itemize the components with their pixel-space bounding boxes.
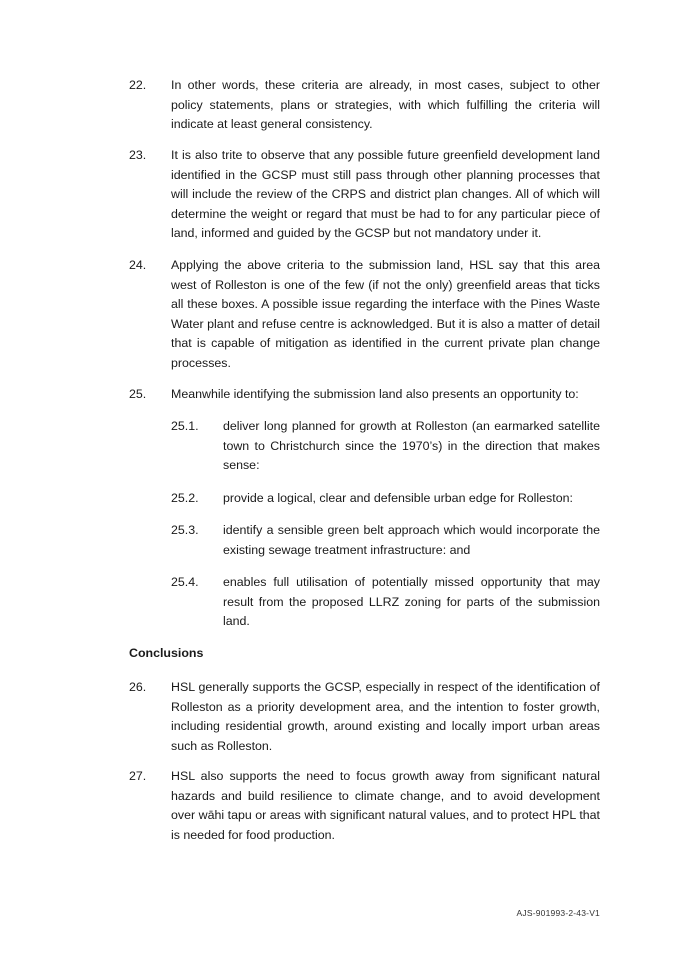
paragraph-24 — [129, 256, 600, 374]
paragraph-25 — [129, 385, 600, 405]
paragraph-number: 24. — [129, 258, 147, 272]
subparagraph-25-2 — [171, 489, 600, 509]
subparagraph-text: deliver long planned for growth at Rolleston (an earmarked satellite town to Christchurch since the 1970’s) in the direction that makes sense: — [223, 419, 600, 473]
paragraph-23 — [129, 146, 600, 244]
document-reference: AJS-901993-2-43-V1 — [516, 908, 600, 918]
paragraph-text: HSL also supports the need to focus growth away from significant natural hazards and build resilience to climate change, and to avoid development over wāhi tapu or areas with significant natural values, and to protect HPL that is needed for food production. — [171, 769, 600, 842]
paragraph-number: 25. — [129, 387, 147, 401]
subparagraph-25-3 — [171, 521, 600, 560]
subparagraph-25-1 — [171, 417, 600, 476]
subparagraph-number: 25.2. — [171, 491, 199, 505]
paragraph-text: In other words, these criteria are already, in most cases, subject to other policy statements, plans or strategies, with which fulfilling the criteria will indicate at least general consistency. — [171, 78, 600, 132]
subparagraph-text: provide a logical, clear and defensible urban edge for Rolleston: — [223, 491, 573, 505]
paragraph-26 — [129, 678, 600, 756]
paragraph-number: 26. — [129, 680, 147, 694]
subparagraph-text: enables full utilisation of potentially missed opportunity that may result from the proposed LLRZ zoning for parts of the submission land. — [223, 575, 600, 629]
paragraph-text: Meanwhile identifying the submission land also presents an opportunity to: — [171, 387, 579, 401]
paragraph-22 — [129, 76, 600, 135]
paragraph-number: 23. — [129, 148, 147, 162]
subparagraph-25-4 — [171, 573, 600, 632]
paragraph-number: 27. — [129, 769, 147, 783]
subparagraph-number: 25.1. — [171, 419, 199, 433]
subparagraph-number: 25.4. — [171, 575, 199, 589]
paragraph-text: Applying the above criteria to the submission land, HSL say that this area west of Rolleston is one of the few (if not the only) greenfield areas that ticks all these boxes. A possible issue regarding the interface with the Pines Waste Water plant and refuse centre is acknowledged. But it is also a matter of detail that is capable of mitigation as identified in the current private plan change processes. — [171, 258, 600, 370]
paragraph-text: It is also trite to observe that any possible future greenfield development land identified in the GCSP must still pass through other planning processes that will include the review of the CRPS and district plan changes. All of which will determine the weight or regard that must be had to for any particular piece of land, informed and guided by the GCSP but not mandatory under it. — [171, 148, 600, 241]
paragraph-text: HSL generally supports the GCSP, especially in respect of the identification of Rolleston as a priority development area, and the intention to foster growth, including residential growth, around existing and locally import urban areas such as Rolleston. — [171, 680, 600, 753]
paragraph-27 — [129, 767, 600, 845]
paragraph-number: 22. — [129, 78, 147, 92]
section-heading: Conclusions — [129, 646, 204, 660]
subparagraph-text: identify a sensible green belt approach which would incorporate the existing sewage treatment infrastructure: and — [223, 523, 600, 557]
subparagraph-number: 25.3. — [171, 523, 199, 537]
